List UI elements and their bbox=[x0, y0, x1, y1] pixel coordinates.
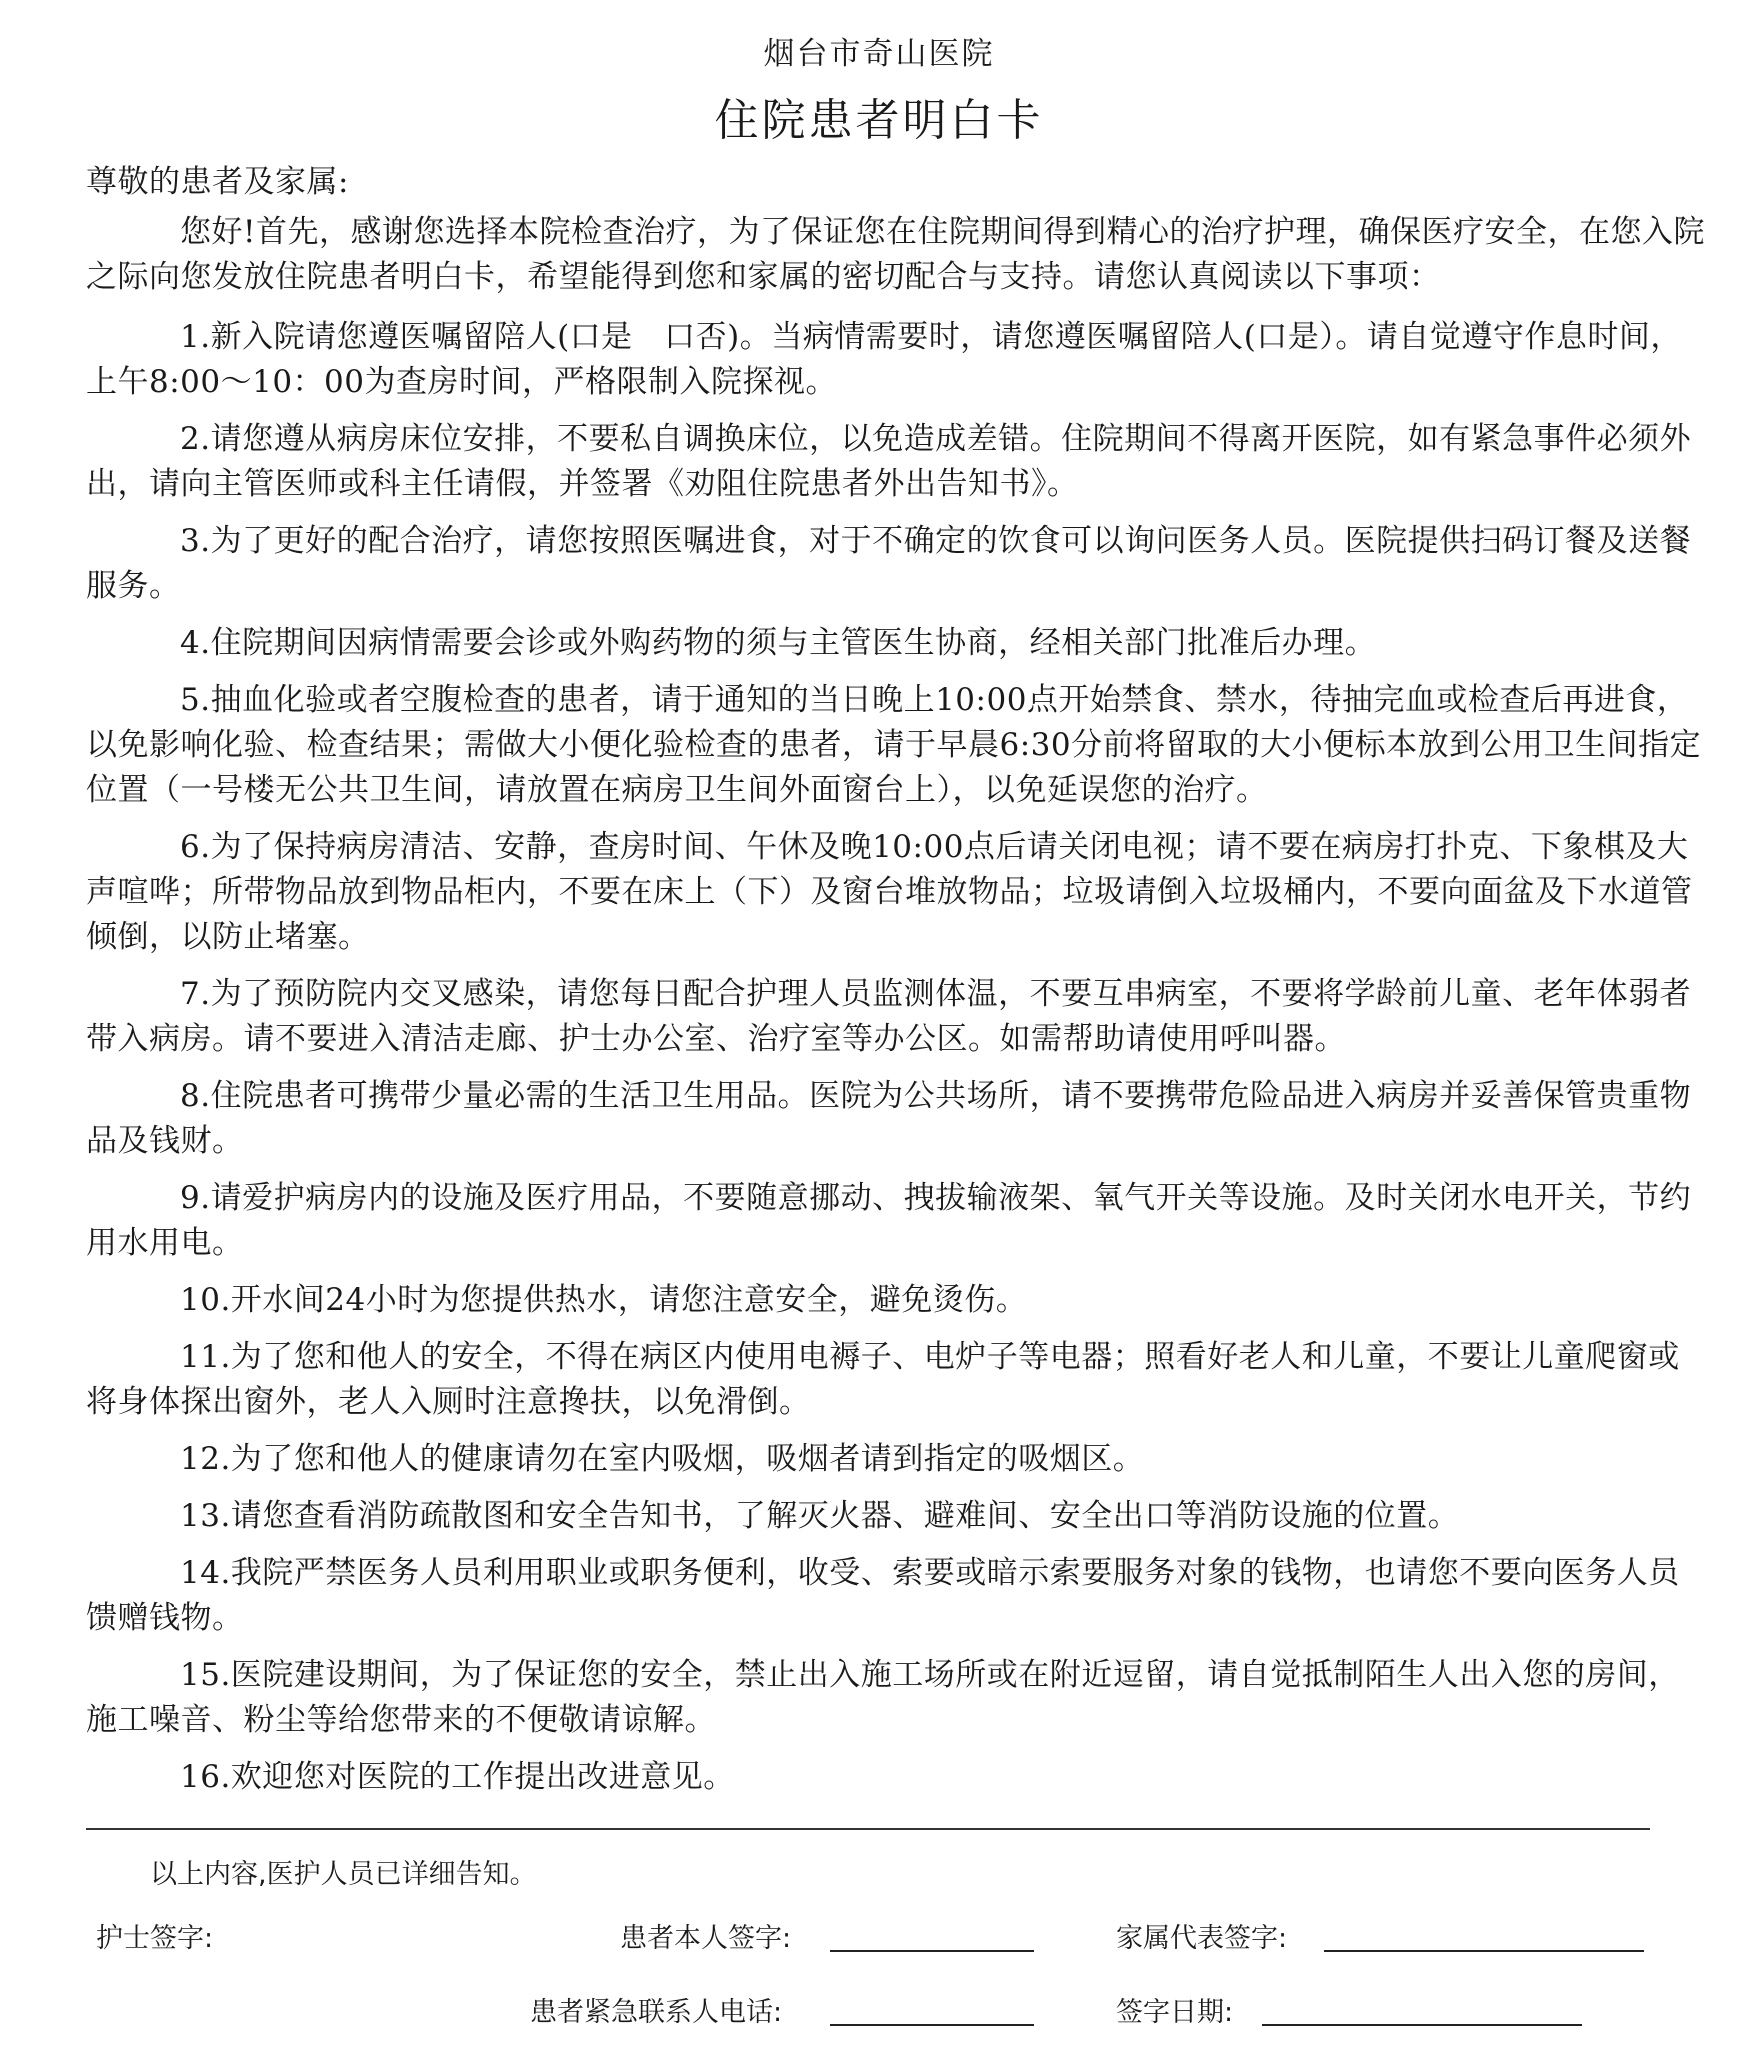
notice-item-14: 14.我院严禁医务人员利用职业或职务便利，收受、索要或暗示索要服务对象的钱物，也请您不要向医务人员馈赠钱物。 bbox=[86, 1555, 1680, 1636]
patient-signature-label: 患者本人签字: bbox=[620, 1923, 792, 1954]
notice-item-5: 5.抽血化验或者空腹检查的患者，请于通知的当日晚上10:00点开始禁食、禁水，待抽完血或检查后再进食，以免影响化验、检查结果；需做大小便化验检查的患者，请于早晨6:30分前将留取的大小便标本放到公用卫生间指定位置（一号楼无公共卫生间，请放置在病房卫生间外面窗台上），以免延误您的治疗。 bbox=[86, 682, 1702, 808]
notice-item-15: 15.医院建设期间，为了保证您的安全，禁止出入施工场所或在附近逗留，请自觉抵制陌生人出入您的房间，施工噪音、粉尘等给您带来的不便敬请谅解。 bbox=[86, 1657, 1680, 1738]
notice-item-6: 6.为了保持病房清洁、安静，查房时间、午休及晚10:00点后请关闭电视；请不要在病房打扑克、下象棋及大声喧哗；所带物品放到物品柜内，不要在床上（下）及窗台堆放物品；垃圾请倒入垃圾桶内，不要向面盆及下水道管倾倒，以防止堵塞。 bbox=[86, 829, 1693, 955]
sign-date-label: 签字日期: bbox=[1116, 1997, 1234, 2028]
nurse-signature-label: 护士签字: bbox=[96, 1923, 214, 1954]
informed-statement: 以上内容,医护人员已详细告知。 bbox=[150, 1859, 537, 1890]
hospital-name: 烟台市奇山医院 bbox=[763, 36, 995, 72]
patient-signature-line[interactable] bbox=[830, 1950, 1034, 1952]
emergency-contact-label: 患者紧急联系人电话: bbox=[530, 1997, 783, 2028]
notice-item-11: 11.为了您和他人的安全，不得在病区内使用电褥子、电炉子等电器；照看好老人和儿童，不要让儿童爬窗或将身体探出窗外，老人入厕时注意搀扶，以免滑倒。 bbox=[86, 1339, 1680, 1420]
notice-item-1: 1.新入院请您遵医嘱留陪人(口是 口否)。当病情需要时，请您遵医嘱留陪人(口是）。请自觉遵守作息时间，上午8:00～10：00为查房时间，严格限制入院探视。 bbox=[86, 319, 1682, 400]
notice-item-3: 3.为了更好的配合治疗，请您按照医嘱进食，对于不确定的饮食可以询问医务人员。医院提供扫码订餐及送餐服务。 bbox=[86, 523, 1692, 604]
notice-item-10: 10.开水间24小时为您提供热水，请您注意安全，避免烫伤。 bbox=[180, 1282, 1028, 1318]
notice-item-9: 9.请爱护病房内的设施及医疗用品，不要随意挪动、拽拔输液架、氧气开关等设施。及时关闭水电开关，节约用水用电。 bbox=[86, 1180, 1692, 1261]
salutation: 尊敬的患者及家属: bbox=[86, 164, 349, 200]
notice-item-16: 16.欢迎您对医院的工作提出改进意见。 bbox=[180, 1759, 735, 1795]
family-signature-line[interactable] bbox=[1324, 1950, 1644, 1952]
notice-item-2: 2.请您遵从病房床位安排，不要私自调换床位，以免造成差错。住院期间不得离开医院，如有紧急事件必须外出，请向主管医师或科主任请假，并签署《劝阻住院患者外出告知书》。 bbox=[86, 421, 1692, 502]
notice-item-4: 4.住院期间因病情需要会诊或外购药物的须与主管医生协商，经相关部门批准后办理。 bbox=[180, 625, 1377, 661]
notice-item-8: 8.住院患者可携带少量必需的生活卫生用品。医院为公共场所，请不要携带危险品进入病房并妥善保管贵重物品及钱财。 bbox=[86, 1078, 1692, 1159]
intro-paragraph: 您好!首先，感谢您选择本院检查治疗，为了保证您在住院期间得到精心的治疗护理，确保医疗安全，在您入院之际向您发放住院患者明白卡，希望能得到您和家属的密切配合与支持。请您认真阅读以下事项： bbox=[86, 214, 1705, 295]
document-title: 住院患者明白卡 bbox=[714, 95, 1044, 146]
emergency-contact-line[interactable] bbox=[830, 2024, 1034, 2026]
notice-item-7: 7.为了预防院内交叉感染，请您每日配合护理人员监测体温，不要互串病室，不要将学龄前儿童、老年体弱者带入病房。请不要进入清洁走廊、护士办公室、治疗室等办公区。如需帮助请使用呼叫器。 bbox=[86, 976, 1692, 1057]
family-signature-label: 家属代表签字: bbox=[1116, 1923, 1288, 1954]
section-divider bbox=[86, 1828, 1650, 1830]
sign-date-line[interactable] bbox=[1262, 2024, 1582, 2026]
notice-item-13: 13.请您查看消防疏散图和安全告知书，了解灭火器、避难间、安全出口等消防设施的位置。 bbox=[180, 1498, 1460, 1534]
notice-items bbox=[86, 315, 1706, 1812]
notice-item-12: 12.为了您和他人的健康请勿在室内吸烟，吸烟者请到指定的吸烟区。 bbox=[180, 1441, 1145, 1477]
